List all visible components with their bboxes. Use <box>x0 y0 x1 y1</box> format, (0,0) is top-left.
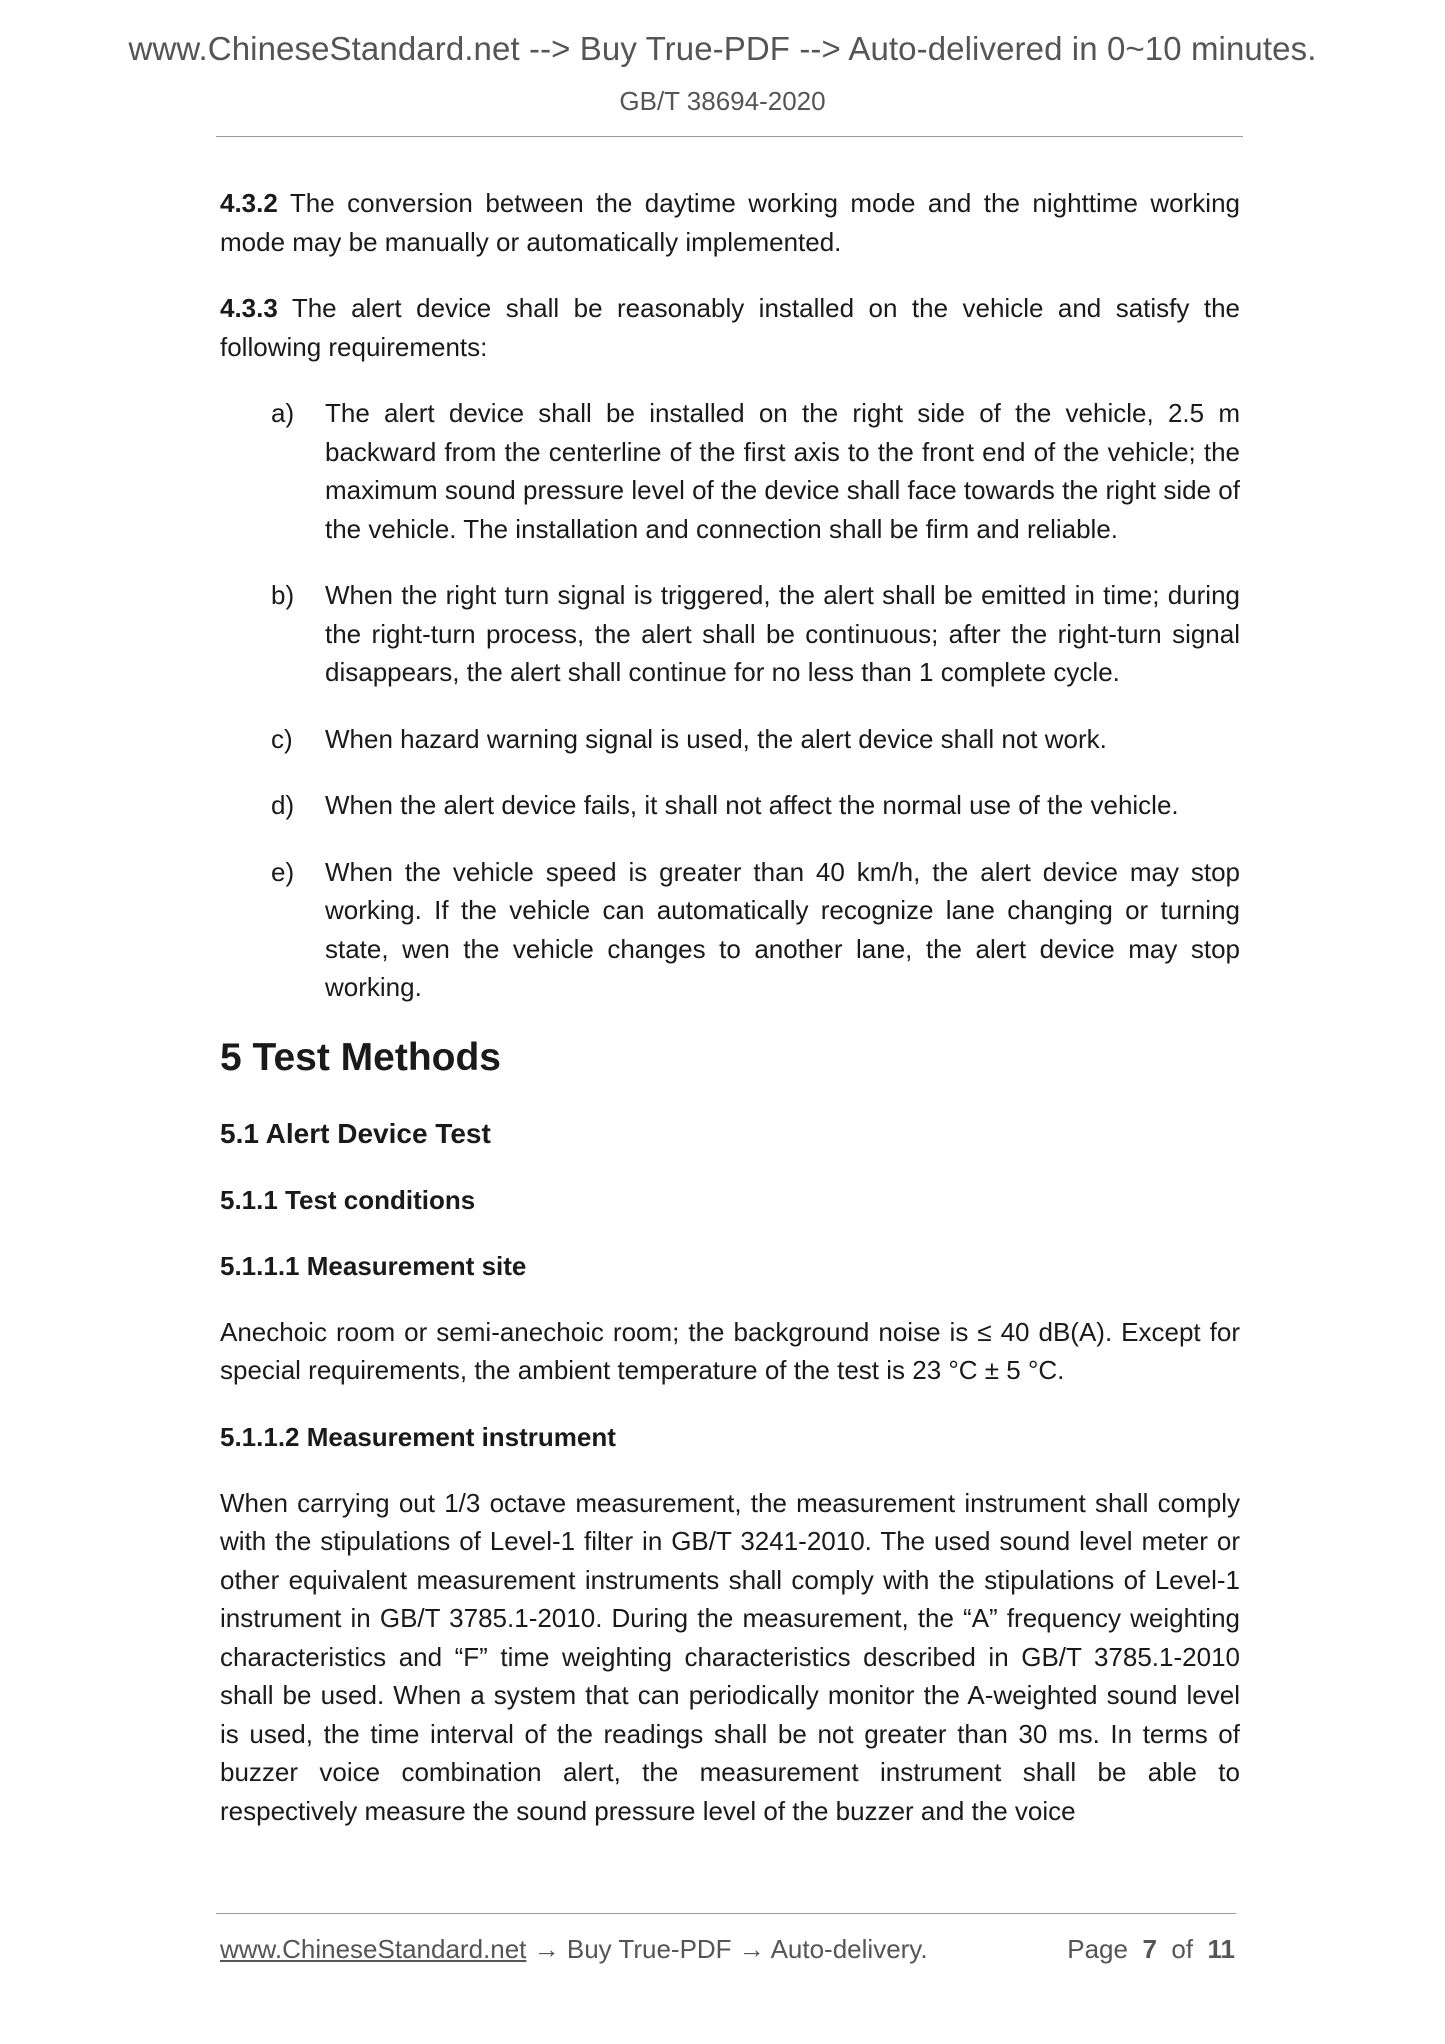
clause-number: 4.3.3 <box>220 293 278 323</box>
footer-left <box>220 1934 928 1965</box>
page-indicator <box>1067 1934 1235 1965</box>
footer-divider <box>216 1913 1236 1914</box>
list-label: b) <box>271 580 295 610</box>
page-content <box>220 184 1240 1858</box>
clause-text: The alert device shall be reasonably installed on the vehicle and satisfy the following requirements: <box>220 293 1240 362</box>
subsubsection-heading: 5.1.1 Test conditions <box>220 1184 476 1215</box>
list-label: c) <box>271 723 293 754</box>
of-word: of <box>1171 1934 1194 1964</box>
list-text: When the right turn signal is triggered, the alert shall be emitted in time; during the right-turn process, the alert shall be continuous; after the right-turn signal disappears, the alert shall continue for no less than 1 complete cycle. <box>325 580 1240 687</box>
subsubsection-heading: 5.1.1.2 Measurement instrument <box>220 1421 616 1452</box>
clause-4-3-3 <box>220 289 1240 366</box>
list-item <box>220 394 1240 548</box>
footer-tail: → Buy True-PDF → Auto-delivery. <box>526 1934 928 1964</box>
paragraph-measurement-site: Anechoic room or semi-anechoic room; the background noise is ≤ 40 dB(A). Except for special requirements, the ambient temperature of the test is 23 °C ± 5 °C. <box>220 1316 1240 1385</box>
clause-4-3-2 <box>220 184 1240 261</box>
clause-number: 4.3.2 <box>220 188 278 218</box>
paragraph-measurement-instrument: When carrying out 1/3 octave measurement, the measurement instrument shall comply with the stipulations of Level-1 filter in GB/T 3241-2010. The used sound level meter or other equivalent measurement instruments shall comply with the stipulations of Level-1 instrument in GB/T 3785.1-2010. During the measurement, the “A” frequency weighting characteristics and “F” time weighting characteristics described in GB/T 3785.1-2010 shall be used. When a system that can periodically monitor the A-weighted sound level is used, the time interval of the readings shall be not greater than 30 ms. In terms of buzzer voice combination alert, the measurement instrument shall be able to respectively measure the sound pressure level of the buzzer and the voice <box>220 1487 1240 1826</box>
page-total: 11 <box>1207 1934 1235 1964</box>
subsubsection-heading: 5.1.1.1 Measurement site <box>220 1250 527 1281</box>
list-text: When hazard warning signal is used, the alert device shall not work. <box>325 723 1107 754</box>
list-label: e) <box>271 856 295 887</box>
footer-link[interactable]: www.ChineseStandard.net <box>220 1934 527 1964</box>
list-item <box>220 786 1240 825</box>
list-text: The alert device shall be installed on the right side of the vehicle, 2.5 m backward from the centerline of the first axis to the front end of the vehicle; the maximum sound pressure level of the device shall face towards the right side of the vehicle. The installation and connection shall be firm and reliable. <box>325 398 1240 544</box>
list-item <box>220 720 1240 759</box>
top-banner: www.ChineseStandard.net --> Buy True-PDF --> Auto-delivered in 0~10 minutes. <box>128 30 1317 67</box>
header-divider <box>216 136 1243 137</box>
section-heading: 5 Test Methods <box>220 1035 501 1079</box>
list-item <box>220 853 1240 1007</box>
list-label: d) <box>271 790 295 820</box>
list-text: When the vehicle speed is greater than 40 km/h, the alert device may stop working. If the vehicle can automatically recognize lane changing or turning state, wen the vehicle changes to another lane, the alert device may stop working. <box>325 856 1240 1002</box>
page-word: Page <box>1067 1934 1128 1964</box>
list-label: a) <box>271 398 295 428</box>
page-number: 7 <box>1142 1934 1157 1964</box>
standard-code: GB/T 38694-2020 <box>619 86 826 116</box>
subsection-heading: 5.1 Alert Device Test <box>220 1117 491 1149</box>
list-item <box>220 576 1240 692</box>
list-text: When the alert device fails, it shall not affect the normal use of the vehicle. <box>325 790 1179 820</box>
clause-text: The conversion between the daytime working mode and the nighttime working mode may be manually or automatically implemented. <box>220 188 1240 257</box>
